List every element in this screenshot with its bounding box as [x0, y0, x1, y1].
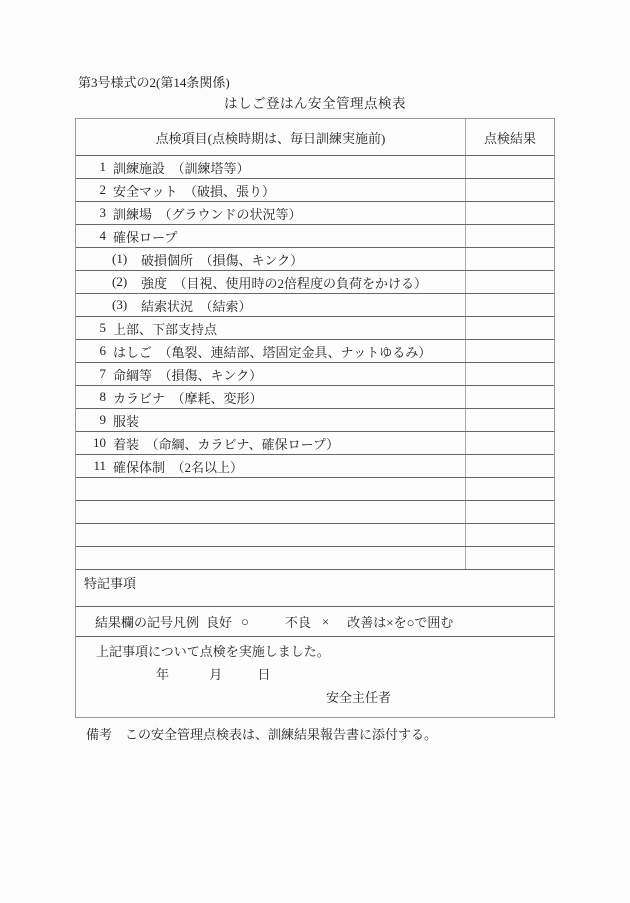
table-row [76, 202, 554, 225]
item-label: 訓練場 （グラウンドの状況等） [113, 206, 302, 222]
signature-section [76, 637, 554, 717]
empty-row [76, 478, 554, 501]
item-label: 上部、下部支持点 [113, 321, 218, 337]
empty-item-cell[interactable] [76, 547, 466, 569]
circle-symbol: ○ [241, 613, 249, 629]
result-cell[interactable] [466, 156, 554, 178]
item-label: 破損個所 （損傷、キンク） [141, 252, 304, 268]
item-label: 服装 [113, 413, 140, 429]
table-row [76, 455, 554, 478]
special-notes-label: 特記事項 [84, 576, 137, 591]
item-number: 10 [93, 435, 106, 450]
special-notes-cell[interactable] [76, 570, 554, 607]
result-cell[interactable] [466, 409, 554, 431]
result-cell[interactable] [466, 363, 554, 385]
item-number: 4 [99, 228, 106, 243]
empty-row [76, 524, 554, 547]
item-number: 3 [99, 205, 106, 220]
legend-row [76, 607, 554, 637]
item-cell [76, 432, 466, 454]
item-cell [76, 225, 466, 247]
table-row [76, 225, 554, 248]
item-cell [76, 363, 466, 385]
item-number: 9 [99, 412, 106, 427]
item-number: 5 [99, 320, 106, 335]
table-header-row [76, 119, 554, 156]
result-cell[interactable] [466, 501, 554, 523]
table-row [76, 409, 554, 432]
empty-row [76, 501, 554, 524]
item-label: カラビナ （摩耗、変形） [113, 390, 263, 406]
date-line[interactable] [76, 659, 554, 682]
item-label: 強度 （目視、使用時の2倍程度の負荷をかける） [141, 275, 428, 291]
footer-note: 備考 この安全管理点検表は、訓練結果報告書に添付する。 [86, 727, 438, 742]
item-cell [76, 386, 466, 408]
table-row [76, 248, 554, 271]
item-cell [76, 340, 466, 362]
item-label: 着装 （命綱、カラビナ、確保ロープ） [113, 436, 340, 452]
result-cell[interactable] [466, 455, 554, 477]
result-cell[interactable] [466, 340, 554, 362]
document-title: はしご登はん安全管理点検表 [224, 96, 406, 111]
result-cell[interactable] [466, 478, 554, 500]
item-cell [76, 271, 466, 293]
result-cell[interactable] [466, 547, 554, 569]
item-label: 命綱等 （損傷、キンク） [113, 367, 263, 383]
item-cell [76, 317, 466, 339]
table-row [76, 156, 554, 179]
table-row [76, 179, 554, 202]
item-label: 確保ロープ [113, 229, 178, 245]
result-cell[interactable] [466, 271, 554, 293]
item-cell [76, 248, 466, 270]
table-row [76, 363, 554, 386]
result-cell[interactable] [466, 386, 554, 408]
item-column-header: 点検項目(点検時期は、毎日訓練実施前) [76, 119, 466, 155]
item-label: 結索状況 （結索） [141, 298, 252, 314]
item-cell [76, 455, 466, 477]
item-number: 6 [99, 343, 106, 358]
day-label: 日 [257, 667, 271, 682]
result-cell[interactable] [466, 432, 554, 454]
item-number: (1) [112, 251, 128, 266]
item-number: (2) [112, 274, 128, 289]
table-row [76, 340, 554, 363]
item-cell [76, 409, 466, 431]
result-cell[interactable] [466, 179, 554, 201]
empty-item-cell[interactable] [76, 478, 466, 500]
result-cell[interactable] [466, 317, 554, 339]
item-label: はしご （亀裂、連結部、塔固定金具、ナットゆるみ） [113, 344, 432, 360]
item-label: 安全マット （破損、張り） [113, 183, 275, 199]
result-column-header: 点検結果 [483, 130, 536, 146]
table-row [76, 271, 554, 294]
result-cell[interactable] [466, 225, 554, 247]
legend-good-label: 良好 [206, 615, 233, 630]
item-number: 7 [99, 366, 106, 381]
table-row [76, 432, 554, 455]
item-cell [76, 156, 466, 178]
item-number: 8 [99, 389, 106, 404]
item-cell [76, 294, 466, 316]
item-number: 1 [99, 159, 106, 174]
result-cell[interactable] [466, 524, 554, 546]
item-cell [76, 179, 466, 201]
item-label: 訓練施設 （訓練塔等） [113, 160, 250, 176]
item-label: 確保体制 （2名以上） [113, 459, 244, 475]
cross-symbol: × [321, 613, 330, 629]
form-number: 第3号様式の2(第14条関係) [78, 75, 230, 90]
item-number: 2 [99, 182, 106, 197]
result-cell[interactable] [466, 202, 554, 224]
empty-item-cell[interactable] [76, 501, 466, 523]
item-number: 11 [93, 458, 106, 473]
result-cell[interactable] [466, 248, 554, 270]
item-cell [76, 202, 466, 224]
empty-item-cell[interactable] [76, 524, 466, 546]
year-label: 年 [156, 667, 170, 682]
legend-bad-label: 不良 [284, 615, 311, 630]
item-number: (3) [112, 297, 128, 312]
table-row [76, 386, 554, 409]
result-cell[interactable] [466, 294, 554, 316]
legend-improve-note: 改善は×を○で囲む [347, 615, 454, 630]
safety-chief-label: 安全主任者 [326, 690, 392, 705]
legend-label: 結果欄の記号凡例 [95, 615, 200, 630]
month-label: 月 [209, 667, 223, 682]
table-row [76, 294, 554, 317]
empty-row [76, 547, 554, 570]
inspection-statement: 上記事項について点検を実施しました。 [96, 644, 330, 659]
table-row [76, 317, 554, 340]
inspection-table [75, 118, 555, 718]
